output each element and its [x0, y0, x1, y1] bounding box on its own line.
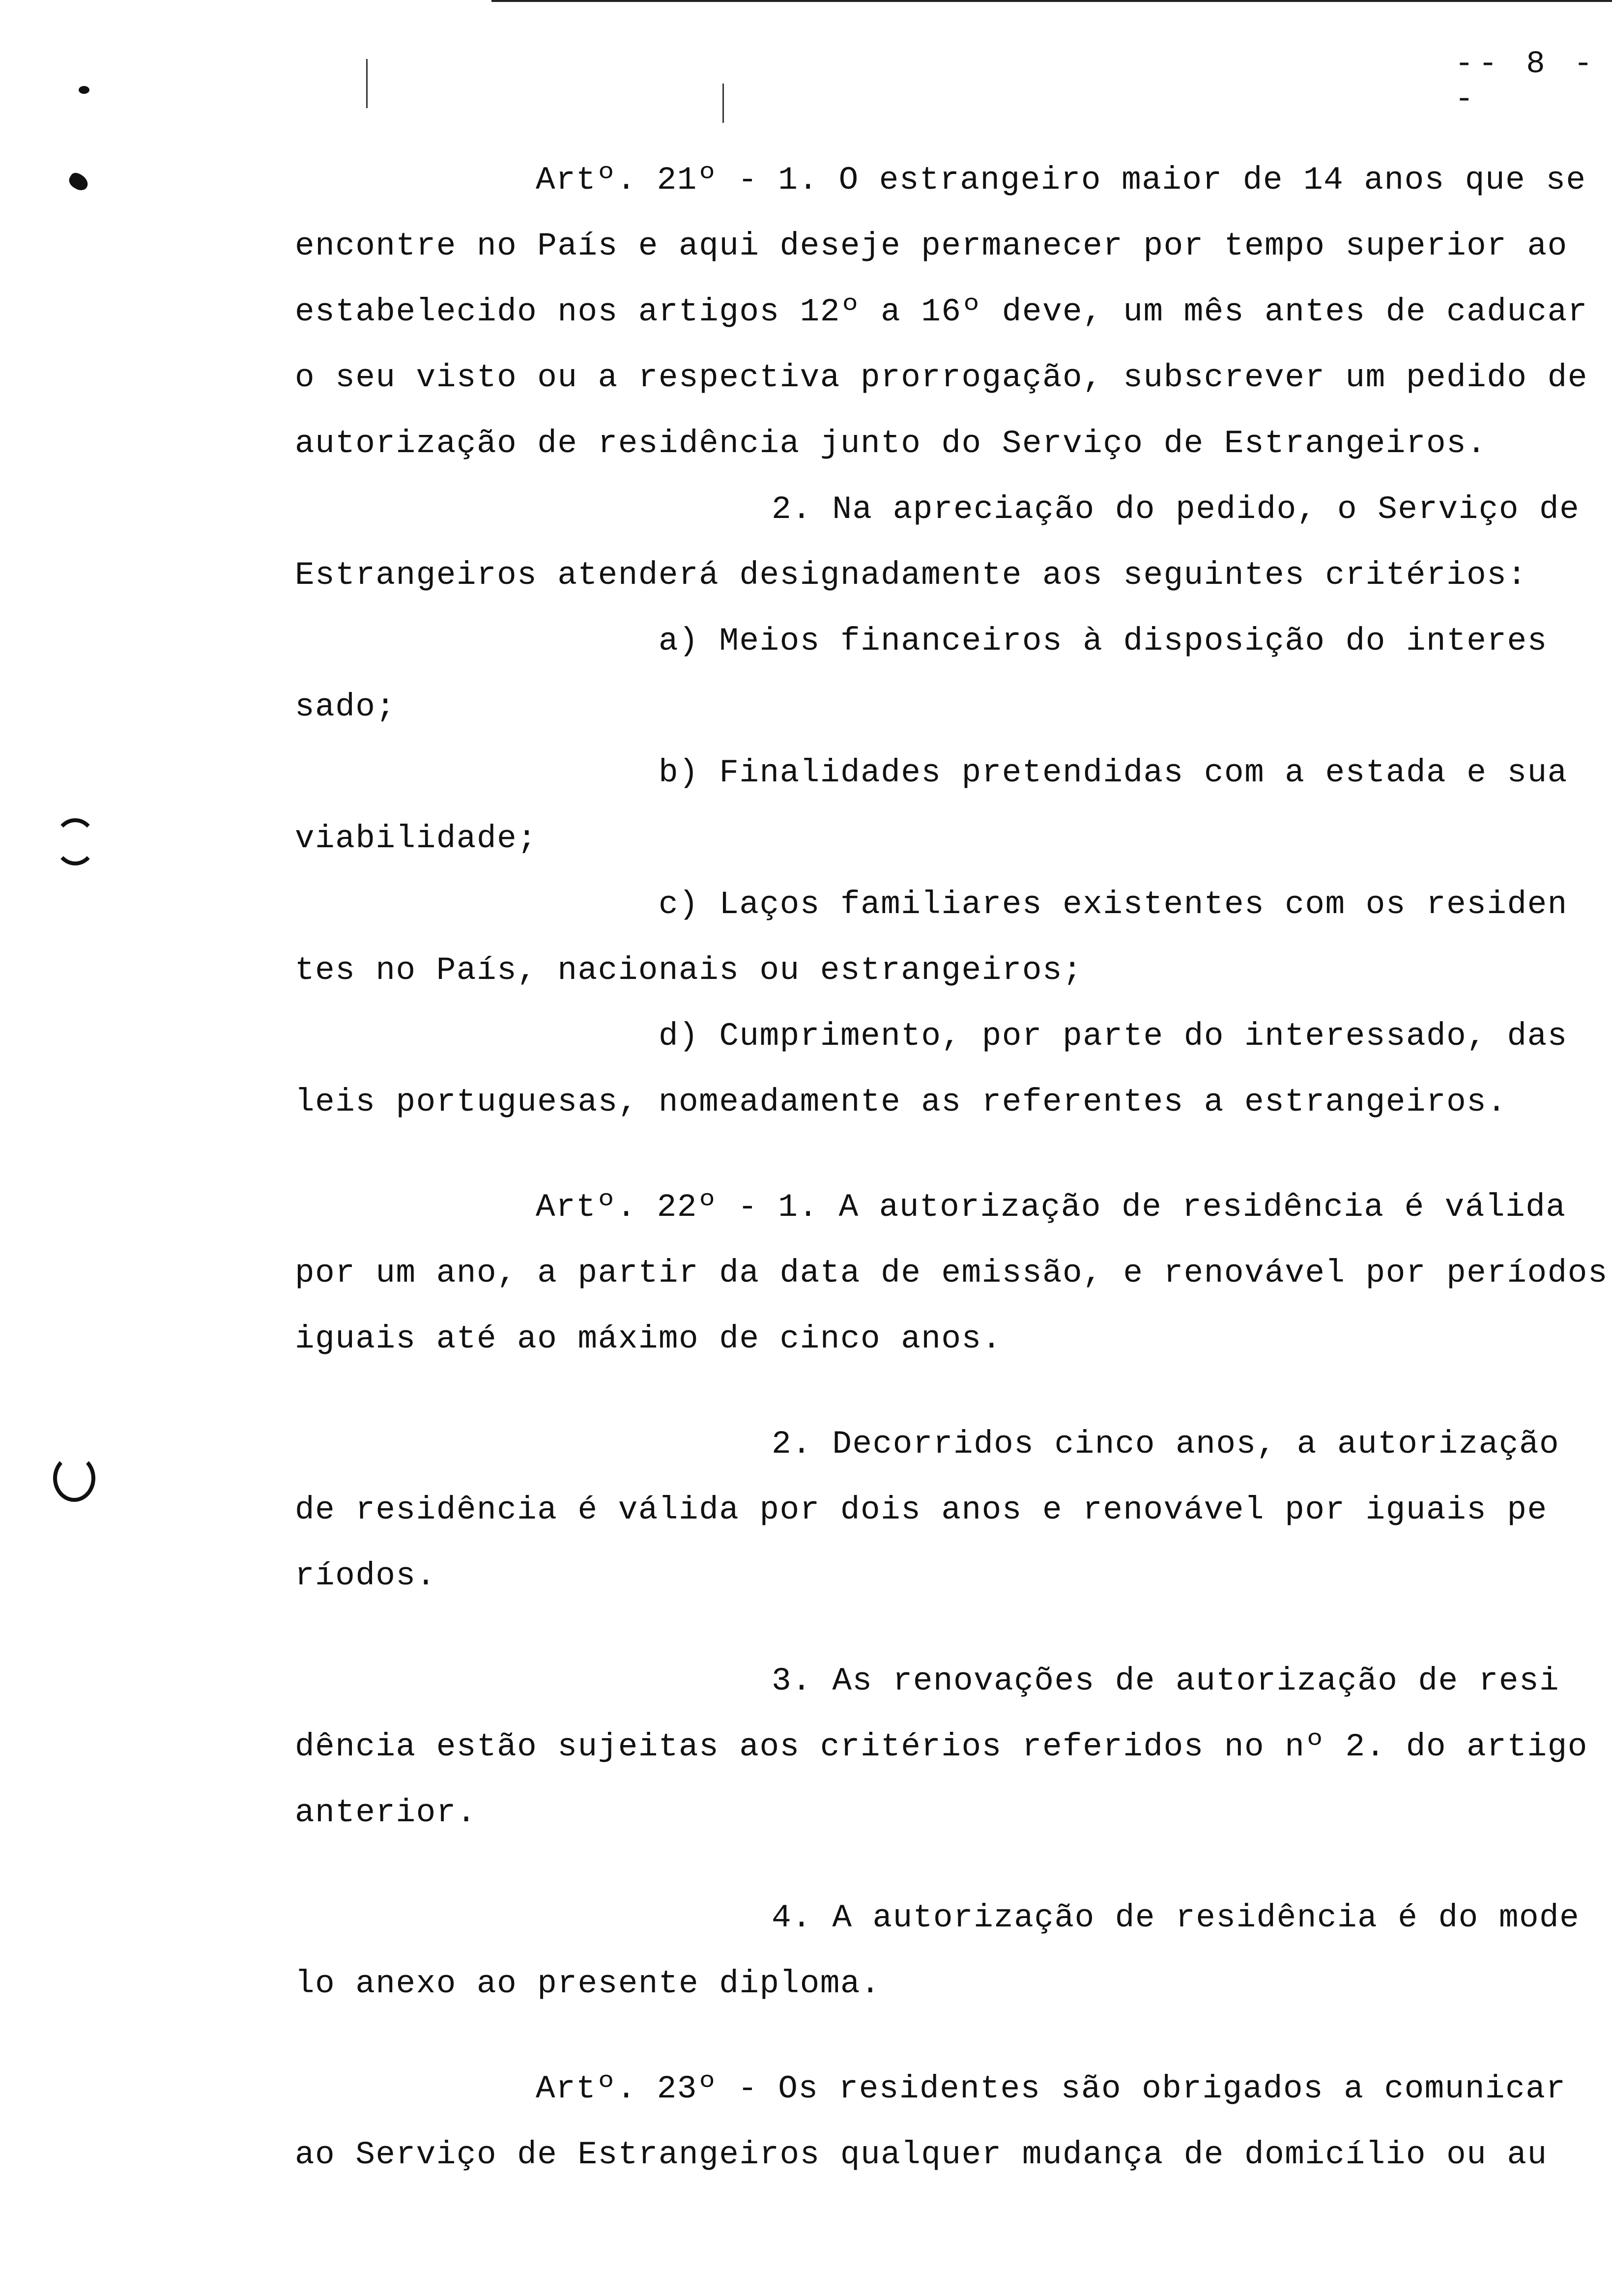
text-line: leis portuguesas, nomeadamente as referentes a estrangeiros.	[295, 1084, 1507, 1120]
scan-mark	[366, 59, 368, 108]
text-line: o seu visto ou a respectiva prorrogação, subscrever um pedido de	[295, 359, 1588, 396]
paragraph-gap	[295, 1372, 1597, 1411]
punch-hole-icon	[54, 818, 96, 865]
list-item-b: b) Finalidades pretendidas com a estada e sua	[659, 754, 1568, 791]
text-line: Artº. 23º - Os residentes são obrigados a comunicar	[536, 2070, 1566, 2107]
scan-mark	[722, 84, 724, 123]
paragraph-gap	[295, 1609, 1597, 1648]
text-line: encontre no País e aqui deseje permanecer por tempo superior ao	[295, 228, 1568, 264]
article-22	[295, 1175, 1608, 2017]
paragraph-gap	[295, 1135, 1597, 1175]
text-line: de residência é válida por dois anos e renovável por iguais pe	[295, 1492, 1548, 1528]
punch-hole-icon	[53, 1455, 95, 1502]
text-line: iguais até ao máximo de cinco anos.	[295, 1320, 1002, 1357]
text-line: estabelecido nos artigos 12º a 16º deve, um mês antes de caducar	[295, 293, 1588, 330]
top-border-line	[491, 0, 1612, 2]
text-line: lo anexo ao presente diploma.	[295, 1965, 881, 2002]
scan-speck	[66, 171, 91, 193]
text-line: dência estão sujeitas aos critérios referidos no nº 2. do artigo	[295, 1728, 1588, 1765]
text-line: 2. Decorridos cinco anos, a autorização	[772, 1426, 1560, 1463]
text-line: por um ano, a partir da data de emissão, e renovável por períodos	[295, 1255, 1608, 1292]
paragraph-gap	[295, 2017, 1597, 2056]
list-item-c: c) Laços familiares existentes com os residen	[659, 886, 1568, 923]
text-line: Artº. 21º - 1. O estrangeiro maior de 14 anos que se	[536, 162, 1586, 199]
text-line: ríodos.	[295, 1557, 436, 1594]
text-line: sado;	[295, 689, 396, 725]
paragraph-gap	[295, 1846, 1597, 1885]
text-line: viabilidade;	[295, 820, 538, 857]
text-line: Estrangeiros atenderá designadamente aos seguintes critérios:	[295, 557, 1527, 594]
article-23	[295, 2056, 1597, 2188]
list-item-a: a) Meios financeiros à disposição do interes	[659, 623, 1548, 660]
scan-speck	[79, 86, 89, 94]
text-line: 2. Na apreciação do pedido, o Serviço de	[772, 491, 1580, 528]
page-number: -- 8 --	[1455, 47, 1598, 117]
text-line: 3. As renovações de autorização de resi	[772, 1663, 1560, 1699]
text-line: tes no País, nacionais ou estrangeiros;	[295, 952, 1083, 989]
text-line: autorização de residência junto do Serviço de Estrangeiros.	[295, 425, 1487, 462]
text-line: Artº. 22º - 1. A autorização de residência é válida	[536, 1189, 1566, 1226]
article-21	[295, 147, 1597, 1135]
text-line: ao Serviço de Estrangeiros qualquer mudança de domicílio ou au	[295, 2136, 1548, 2173]
text-line: 4. A autorização de residência é do mode	[772, 1899, 1580, 1936]
list-item-d: d) Cumprimento, por parte do interessado, das	[659, 1018, 1568, 1055]
document-body	[295, 147, 1608, 2188]
text-line: anterior.	[295, 1794, 477, 1831]
